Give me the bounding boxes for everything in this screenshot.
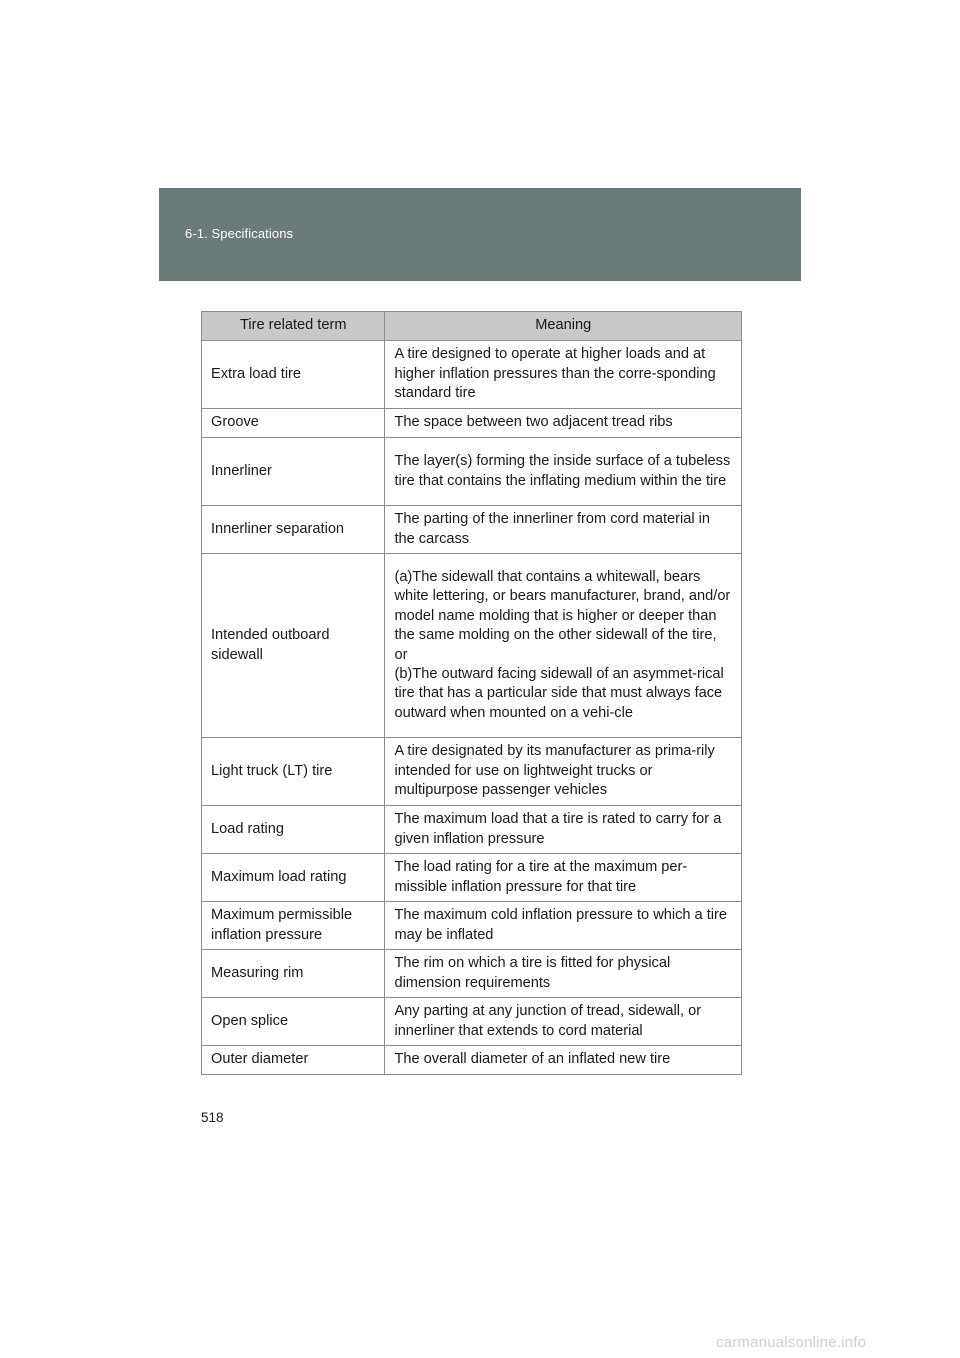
meaning-cell: The layer(s) forming the inside surface of a tubeless tire that contains the inflating medium within the tire bbox=[385, 438, 742, 506]
meaning-cell: The parting of the innerliner from cord material in the carcass bbox=[385, 506, 742, 554]
term-cell: Maximum permissible inflation pressure bbox=[202, 902, 385, 950]
meaning-cell: The load rating for a tire at the maximum per-missible inflation pressure for that tire bbox=[385, 854, 742, 902]
column-header-meaning: Meaning bbox=[385, 312, 742, 341]
term-cell: Extra load tire bbox=[202, 341, 385, 409]
watermark: carmanualsonline.info bbox=[716, 1334, 867, 1351]
section-title: 6-1. Specifications bbox=[185, 226, 294, 241]
meaning-cell: A tire designated by its manufacturer as prima-rily intended for use on lightweight trucks or multipurpose passenger vehicles bbox=[385, 738, 742, 806]
table-row bbox=[202, 341, 742, 409]
table-row bbox=[202, 998, 742, 1046]
term-cell: Outer diameter bbox=[202, 1046, 385, 1075]
meaning-cell: The maximum cold inflation pressure to which a tire may be inflated bbox=[385, 902, 742, 950]
meaning-cell: The space between two adjacent tread ribs bbox=[385, 409, 742, 438]
term-cell: Maximum load rating bbox=[202, 854, 385, 902]
meaning-cell: A tire designed to operate at higher loads and at higher inflation pressures than the corre-sponding standard tire bbox=[385, 341, 742, 409]
term-cell: Light truck (LT) tire bbox=[202, 738, 385, 806]
table-header-row bbox=[202, 312, 742, 341]
table-row bbox=[202, 554, 742, 738]
table-row bbox=[202, 806, 742, 854]
meaning-cell: (a)The sidewall that contains a whitewall, bears white lettering, or bears manufacturer, brand, and/or model name molding that is higher or deeper than the same molding on the other sidewall of the tire, or (b)The outward facing sidewall of an asymmet-rical tire that has a particular side that must always face outward when mounted on a vehi-cle bbox=[385, 554, 742, 738]
meaning-cell: The overall diameter of an inflated new tire bbox=[385, 1046, 742, 1075]
table-row bbox=[202, 854, 742, 902]
meaning-cell: The maximum load that a tire is rated to carry for a given inflation pressure bbox=[385, 806, 742, 854]
term-cell: Load rating bbox=[202, 806, 385, 854]
table-row bbox=[202, 506, 742, 554]
meaning-cell: Any parting at any junction of tread, sidewall, or innerliner that extends to cord material bbox=[385, 998, 742, 1046]
table-row bbox=[202, 902, 742, 950]
tire-terms-table bbox=[201, 311, 742, 1075]
section-header-band bbox=[159, 188, 801, 281]
term-cell: Groove bbox=[202, 409, 385, 438]
term-cell: Innerliner separation bbox=[202, 506, 385, 554]
table-row bbox=[202, 1046, 742, 1075]
term-cell: Measuring rim bbox=[202, 950, 385, 998]
table-row bbox=[202, 409, 742, 438]
term-cell: Innerliner bbox=[202, 438, 385, 506]
page-number: 518 bbox=[201, 1110, 224, 1125]
table-row bbox=[202, 950, 742, 998]
meaning-cell: The rim on which a tire is fitted for physical dimension requirements bbox=[385, 950, 742, 998]
term-cell: Open splice bbox=[202, 998, 385, 1046]
column-header-term: Tire related term bbox=[202, 312, 385, 341]
term-cell: Intended outboard sidewall bbox=[202, 554, 385, 738]
table-row bbox=[202, 438, 742, 506]
table-row bbox=[202, 738, 742, 806]
